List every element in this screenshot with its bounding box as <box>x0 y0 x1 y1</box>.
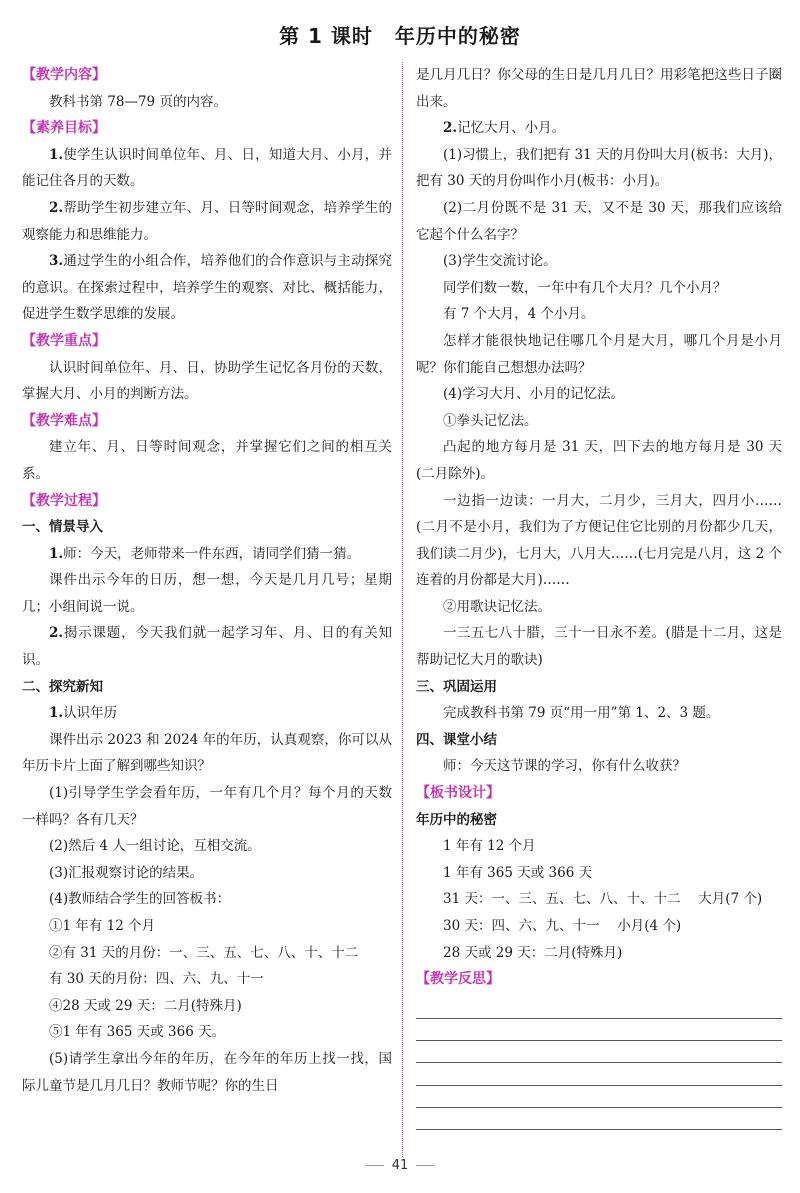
writing-line <box>416 1063 782 1085</box>
goal-3: 3.通过学生的小组合作，培养他们的合作意识与主动探究的意识。在探索过程中，培养学生的观察、对比、概括能力，促进学生数学思维的发展。 <box>22 253 392 323</box>
memory-para: (1)习惯上，我们把有 31 天的月份叫大月(板书：大月)，把有 30 天的月份叫作小月(板书：小月)。 <box>416 146 782 190</box>
part-1-heading: 一、情景导入 <box>22 519 103 536</box>
explore-para: (5)请学生拿出今年的年历，在今年的年历上找一找，国际儿童节是几月几日？教师节呢？你的生日 <box>22 1050 392 1094</box>
process-step-2: 2.揭示课题，今天我们就一起学习年、月、日的有关知识。 <box>22 625 392 669</box>
section-heading-reflection: 【教学反思】 <box>416 971 500 988</box>
explore-para: (4)教师结合学生的回答板书： <box>49 891 231 908</box>
continued-text: 是几月几日？你父母的生日是几月几日？用彩笔把这些日子圈出来。 <box>416 67 782 110</box>
key-text: 认识时间单位年、月、日，协助学生记忆各月份的天数，掌握大月、小月的判断方法。 <box>22 359 392 403</box>
section-heading-content: 【教学内容】 <box>22 67 106 83</box>
section-heading-key: 【教学重点】 <box>22 332 106 349</box>
part-3-heading: 三、巩固运用 <box>416 678 497 695</box>
board-item: ⑤1 年有 365 天或 366 天。 <box>49 1024 226 1041</box>
left-column <box>22 62 392 1099</box>
writing-line <box>416 1019 782 1041</box>
memory-para: 一边指一边读：一月大，二月少，三月大，四月小……(二月不是小月，我们为了方便记住它比别的月份都少几天，我们读二月少)，七月大，八月大……(七月完是八月，这 2 个连着的月份都是大月)…… <box>416 492 782 589</box>
right-column <box>416 62 782 1130</box>
section-heading-goals: 【素养目标】 <box>22 120 106 137</box>
memory-para: ②用歌诀记忆法。 <box>443 598 551 615</box>
memory-step-2: 2.记忆大月、小月。 <box>443 120 566 137</box>
memory-para: (4)学习大月、小月的记忆法。 <box>443 386 625 403</box>
memory-para: (2)二月份既不是 31 天，又不是 30 天，那我们应该给它起个什么名字？ <box>416 199 782 243</box>
content-text: 教科书第 78—79 页的内容。 <box>49 93 227 110</box>
writing-line <box>416 997 782 1019</box>
writing-line <box>416 1086 782 1108</box>
section-heading-difficulty: 【教学难点】 <box>22 412 106 429</box>
memory-para: 怎样才能很快地记住哪几个月是大月，哪几个月是小月呢？你们能自己想想办法吗？ <box>416 332 782 376</box>
explore-para: (2)然后 4 人一组讨论，互相交流。 <box>49 838 261 855</box>
page-number: 41 <box>391 1158 409 1173</box>
process-step-1b: 课件出示今年的日历，想一想，今天是几月几号；星期几；小组间说一说。 <box>22 572 392 615</box>
board-line: 30 天：四、六、九、十一 小月(4 个) <box>443 918 682 934</box>
memory-para: 同学们数一数，一年中有几个大月？几个小月？ <box>443 279 727 296</box>
memory-para: ①拳头记忆法。 <box>443 412 538 429</box>
summary-text: 师：今天这节课的学习，你有什么收获？ <box>443 758 686 775</box>
part-2-heading: 二、探究新知 <box>22 678 103 695</box>
board-item: ①1 年有 12 个月 <box>49 918 156 934</box>
section-heading-board: 【板书设计】 <box>416 785 500 802</box>
memory-para: (3)学生交流讨论。 <box>443 253 557 270</box>
explore-para: 课件出示 2023 和 2024 年的年历，认真观察，你可以从年历卡片上面了解到哪些知识？ <box>22 731 392 775</box>
writing-line <box>416 1108 782 1130</box>
goal-2: 2.帮助学生初步建立年、月、日等时间观念，培养学生的观察能力和思维能力。 <box>22 199 392 243</box>
part-4-heading: 四、课堂小结 <box>416 731 497 748</box>
difficulty-text: 建立年、月、日等时间观念，并掌握它们之间的相互关系。 <box>22 439 392 482</box>
section-heading-process: 【教学过程】 <box>22 492 106 509</box>
board-item: ④28 天或 29 天：二月(特殊月) <box>49 997 242 1014</box>
explore-step-1: 1.认识年历 <box>49 705 118 722</box>
practice-text: 完成教科书第 79 页“用一用”第 1、2、3 题。 <box>443 705 720 722</box>
board-line: 1 年有 365 天或 366 天 <box>443 864 593 881</box>
process-step-1: 1.师：今天，老师带来一件东西，请同学们猜一猜。 <box>49 545 361 562</box>
memory-para: 有 7 个大月，4 个小月。 <box>443 306 595 323</box>
board-line: 28 天或 29 天：二月(特殊月) <box>443 944 623 961</box>
memory-para: 一三五七八十腊，三十一日永不差。(腊是十二月，这是帮助记忆大月的歌诀) <box>416 625 782 669</box>
page-title <box>0 20 800 49</box>
board-item: 有 30 天的月份：四、六、九、十一 <box>49 971 264 988</box>
memory-para: 凸起的地方每月是 31 天，凹下去的地方每月是 30 天(二月除外)。 <box>416 439 782 482</box>
goal-1: 1.使学生认识时间单位年、月、日，知道大月、小月，并能记住各月的天数。 <box>22 146 392 190</box>
board-line: 31 天：一、三、五、七、八、十、十二 大月(7 个) <box>443 891 763 908</box>
lesson-number: 第 1 课时 <box>279 24 373 48</box>
board-item: ②有 31 天的月份：一、三、五、七、八、十、十二 <box>49 944 359 961</box>
writing-line <box>416 1041 782 1063</box>
reflection-lines <box>416 997 782 1130</box>
explore-para: (1)引导学生学会看年历，一年有几个月？每个月的天数一样吗？各有几天？ <box>22 785 392 828</box>
board-line: 1 年有 12 个月 <box>443 838 536 855</box>
column-divider <box>402 62 403 1157</box>
board-title: 年历中的秘密 <box>416 811 497 828</box>
explore-para: (3)汇报观察讨论的结果。 <box>49 864 204 881</box>
page-footer <box>0 1158 800 1173</box>
lesson-topic: 年历中的秘密 <box>394 24 521 48</box>
